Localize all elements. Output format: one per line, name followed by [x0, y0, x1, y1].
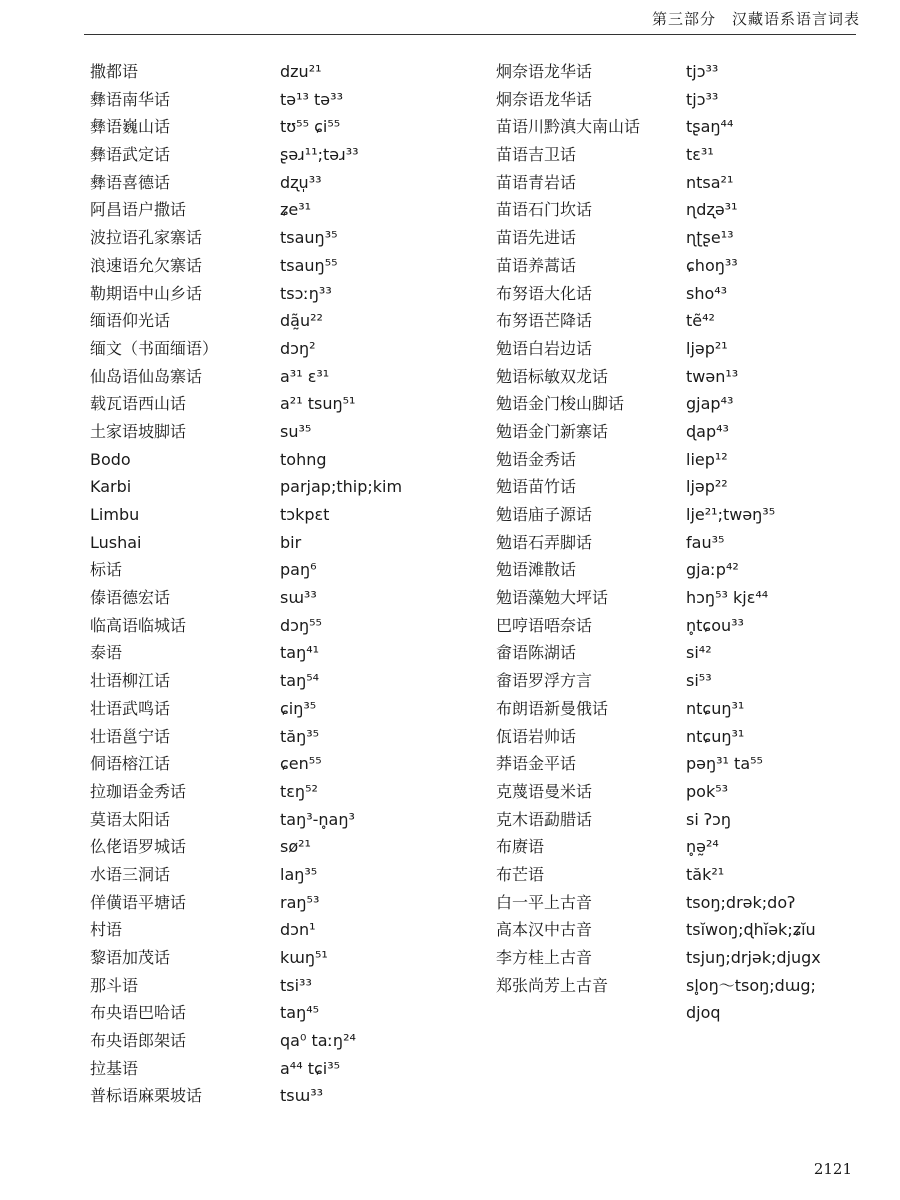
phonetic-form: taŋ³-n̥aŋ³ — [280, 809, 355, 829]
phonetic-form: dã̰u²² — [280, 311, 323, 331]
dialect-name: 泰语 — [90, 643, 123, 663]
phonetic-form: gjaːp⁴² — [686, 560, 739, 580]
phonetic-form: qa⁰ taːŋ²⁴ — [280, 1031, 356, 1051]
dialect-name: 布努语大化话 — [496, 283, 593, 303]
dialect-name: 彝语南华话 — [90, 89, 171, 109]
dialect-name: 普标语麻栗坡话 — [90, 1086, 203, 1106]
phonetic-form: dʐu̩³³ — [280, 172, 322, 192]
dialect-name: 载瓦语西山话 — [90, 394, 187, 414]
dialect-name: 苗语先进话 — [496, 228, 577, 248]
phonetic-form: gjap⁴³ — [686, 394, 734, 414]
phonetic-form: pok⁵³ — [686, 781, 729, 801]
dialect-name: 缅文（书面缅语） — [90, 338, 219, 358]
dialect-name: 标话 — [90, 560, 123, 580]
phonetic-form: parjap;thip;kim — [280, 477, 403, 497]
dialect-name: 勉语藻勉大坪话 — [496, 588, 609, 608]
dialect-name: 彝语巍山话 — [90, 117, 171, 137]
dialect-name: 苗语川黔滇大南山话 — [496, 117, 641, 137]
dialect-name: 村语 — [90, 920, 123, 940]
phonetic-form: ɳʈʂe¹³ — [686, 228, 734, 248]
dialect-name: 莽语金平话 — [496, 754, 577, 774]
phonetic-form: tɛŋ⁵² — [280, 781, 318, 801]
phonetic-form: twən¹³ — [686, 366, 739, 386]
dialect-name: 布芒语 — [496, 864, 545, 884]
phonetic-form: bir — [280, 532, 302, 552]
dialect-name: Bodo — [90, 449, 131, 469]
phonetic-form: dzu²¹ — [280, 62, 322, 81]
phonetic-form: tẽ⁴² — [686, 311, 715, 331]
dialect-name: 勉语标敏双龙话 — [496, 366, 609, 386]
phonetic-form: tjɔ³³ — [686, 62, 719, 81]
dialect-name: 黎语加茂话 — [90, 948, 171, 967]
dialect-name: 炯奈语龙华话 — [496, 89, 593, 109]
running-header: 第三部分 汉藏语系语言词表 — [651, 10, 860, 28]
dialect-name: 克蔑语曼米话 — [496, 781, 593, 801]
dialect-name: Karbi — [90, 477, 132, 497]
dialect-name: 勉语白岩边话 — [496, 338, 593, 358]
phonetic-form: si⁵³ — [686, 671, 712, 691]
phonetic-form: n̥ə̰²⁴ — [686, 837, 719, 857]
dialect-name: 浪速语允欠寨话 — [90, 255, 203, 275]
dialect-name: 拉珈语金秀话 — [90, 781, 187, 801]
dialect-name: 畲语陈湖话 — [496, 643, 577, 663]
phonetic-form: pəŋ³¹ ta⁵⁵ — [686, 754, 763, 774]
dialect-name: 仙岛语仙岛寨话 — [90, 366, 203, 386]
dialect-name: 布央语巴哈话 — [90, 1003, 187, 1023]
dialect-name: 临高语临城话 — [90, 615, 187, 635]
dialect-name: 苗语石门坎话 — [496, 200, 593, 220]
phonetic-form: dɔŋ⁵⁵ — [280, 615, 322, 635]
phonetic-form: hɔŋ⁵³ kjɛ⁴⁴ — [686, 588, 769, 608]
phonetic-form: n̥tɕou³³ — [686, 615, 744, 635]
phonetic-form: ɳdʐə³¹ — [686, 200, 738, 220]
dialect-name: 缅语仰光话 — [90, 311, 171, 331]
dialect-name: 巴哼语唔奈话 — [496, 615, 593, 635]
phonetic-form: taŋ⁴⁵ — [280, 1003, 320, 1023]
dialect-name: 克木语勐腊话 — [496, 809, 593, 829]
dialect-name: 布央语郎架话 — [90, 1031, 187, 1051]
header-rule — [84, 34, 856, 35]
phonetic-form: tsɯ³³ — [280, 1086, 324, 1106]
phonetic-form: tăk²¹ — [686, 864, 725, 884]
phonetic-form: ljəp²² — [686, 477, 728, 497]
dialect-name: 彝语喜德话 — [90, 172, 171, 192]
phonetic-form: kɯŋ⁵¹ — [280, 948, 328, 967]
phonetic-form: paŋ⁶ — [280, 560, 317, 580]
phonetic-form: ljəp²¹ — [686, 338, 728, 358]
phonetic-form: lje²¹;twəŋ³⁵ — [686, 505, 776, 524]
phonetic-form: tsauŋ³⁵ — [280, 228, 338, 248]
dialect-name: 彝语武定话 — [90, 145, 171, 165]
dialect-name: 勒期语中山乡话 — [90, 283, 203, 303]
dialect-name: Limbu — [90, 505, 140, 524]
phonetic-form: tăŋ³⁵ — [280, 726, 320, 746]
dialect-name: 那斗语 — [90, 975, 139, 995]
dialect-name: 仫佬语罗城话 — [90, 837, 187, 857]
dialect-name: 佯僙语平塘话 — [90, 892, 187, 912]
dialect-name: 壮语武鸣话 — [90, 698, 171, 718]
dialect-name: 波拉语孔家寨话 — [90, 228, 203, 248]
phonetic-form: sl̥oŋ～tsoŋ;dɯg; — [686, 975, 816, 995]
phonetic-form: dɔŋ² — [280, 338, 316, 358]
phonetic-form: ʑe³¹ — [280, 200, 312, 220]
phonetic-form: tɔkpɛt — [280, 505, 330, 524]
phonetic-form: ntɕuŋ³¹ — [686, 726, 745, 746]
dialect-name: 布朗语新曼俄话 — [496, 698, 609, 718]
phonetic-form: tsoŋ;drək;doʔ — [686, 892, 796, 912]
dialect-name: 勉语金门梭山脚话 — [496, 394, 625, 414]
phonetic-form: si⁴² — [686, 643, 712, 663]
phonetic-form: liep¹² — [686, 449, 728, 469]
phonetic-form: tsɔːŋ³³ — [280, 283, 332, 303]
dialect-name: 布赓语 — [496, 837, 545, 857]
phonetic-form: sɯ³³ — [280, 588, 317, 608]
dialect-name: 勉语滩散话 — [496, 560, 577, 580]
phonetic-form: tɛ³¹ — [686, 145, 714, 165]
phonetic-form: ɖap⁴³ — [686, 421, 729, 441]
dialect-name: 勉语金秀话 — [496, 449, 577, 469]
dialect-name: 撒都语 — [90, 62, 139, 81]
phonetic-form: laŋ³⁵ — [280, 864, 318, 884]
phonetic-form: ntɕuŋ³¹ — [686, 698, 745, 718]
phonetic-form: su³⁵ — [280, 421, 312, 441]
phonetic-form: a⁴⁴ tɕi³⁵ — [280, 1058, 341, 1078]
phonetic-form: ʂəɹ¹¹;təɹ³³ — [280, 145, 359, 165]
dialect-name: 炯奈语龙华话 — [496, 62, 593, 81]
dialect-name: 郑张尚芳上古音 — [496, 975, 609, 995]
dialect-name: 侗语榕江话 — [90, 754, 171, 774]
dialect-name: 勉语庙子源话 — [496, 505, 593, 524]
dialect-name: 苗语吉卫话 — [496, 145, 577, 165]
dialect-name: 勉语石弄脚话 — [496, 532, 593, 552]
phonetic-form: ɕhoŋ³³ — [686, 255, 738, 275]
phonetic-form: raŋ⁵³ — [280, 892, 320, 912]
phonetic-form: a³¹ ɛ³¹ — [280, 366, 330, 386]
phonetic-form: si ʔɔŋ — [686, 809, 731, 829]
dialect-name: 李方桂上古音 — [496, 948, 593, 967]
phonetic-form: tʊ⁵⁵ ɕi⁵⁵ — [280, 117, 341, 137]
page-number: 2121 — [813, 1160, 852, 1178]
dialect-name: 拉基语 — [90, 1058, 139, 1078]
phonetic-form: taŋ⁵⁴ — [280, 671, 320, 691]
phonetic-form: djoq — [686, 1003, 721, 1023]
dialect-name: 苗语养蒿话 — [496, 255, 577, 275]
dialect-name: 水语三洞话 — [90, 864, 171, 884]
phonetic-form: tə¹³ tə³³ — [280, 89, 343, 109]
dialect-name: 高本汉中古音 — [496, 920, 593, 940]
dialect-name: 壮语邕宁话 — [90, 726, 171, 746]
dialect-name: 苗语青岩话 — [496, 172, 577, 192]
dialect-name: 布努语芒降话 — [496, 311, 593, 331]
phonetic-form: ɕen⁵⁵ — [280, 754, 322, 774]
phonetic-form: taŋ⁴¹ — [280, 643, 320, 663]
dialect-name: 畲语罗浮方言 — [496, 671, 593, 691]
dialect-name: 佤语岩帅话 — [496, 726, 577, 746]
phonetic-form: tsĭwoŋ;ɖhĭək;ʑĭu — [686, 920, 816, 940]
phonetic-form: tsjuŋ;drjək;djugx — [686, 948, 821, 967]
dialect-name: 壮语柳江话 — [90, 671, 171, 691]
dialect-name: 莫语太阳话 — [90, 809, 171, 829]
phonetic-form: ɕiŋ³⁵ — [280, 698, 317, 718]
phonetic-form: tjɔ³³ — [686, 89, 719, 109]
dialect-name: Lushai — [90, 532, 142, 552]
phonetic-form: tohng — [280, 449, 327, 469]
dialect-name: 土家语坡脚话 — [90, 421, 187, 441]
dialect-name: 阿昌语户撒话 — [90, 200, 187, 220]
phonetic-form: tʂaŋ⁴⁴ — [686, 117, 734, 137]
phonetic-form: a²¹ tsuŋ⁵¹ — [280, 394, 356, 414]
phonetic-form: sø²¹ — [280, 837, 311, 857]
phonetic-form: tsauŋ⁵⁵ — [280, 255, 338, 275]
phonetic-form: ntsa²¹ — [686, 172, 734, 192]
dialect-name: 傣语德宏话 — [90, 588, 171, 608]
phonetic-form: sho⁴³ — [686, 283, 728, 303]
phonetic-form: fau³⁵ — [686, 532, 725, 552]
phonetic-form: tsi³³ — [280, 975, 312, 995]
phonetic-form: dɔn¹ — [280, 920, 316, 940]
dialect-name: 勉语金门新寨话 — [496, 421, 609, 441]
dialect-name: 勉语苗竹话 — [496, 477, 577, 497]
dialect-name: 白一平上古音 — [496, 892, 593, 912]
